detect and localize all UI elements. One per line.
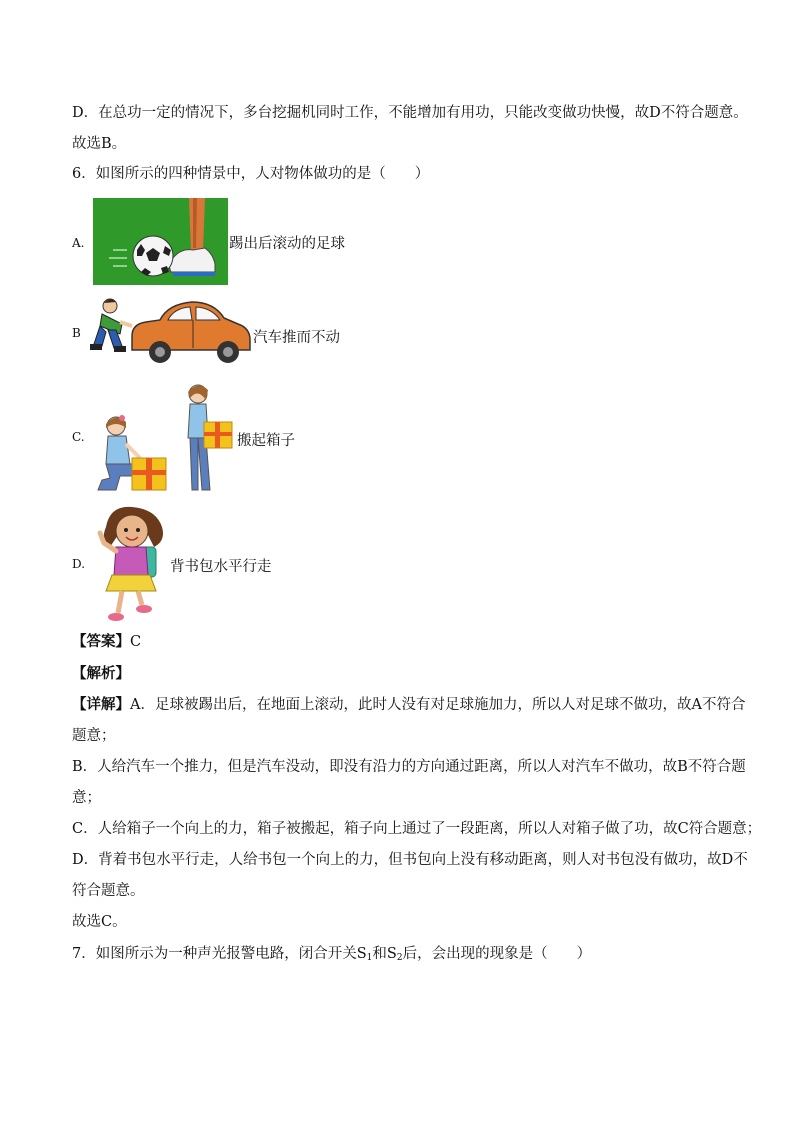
q7-part-2: 和S	[372, 946, 397, 962]
option-a-caption: 踢出后滚动的足球	[229, 236, 345, 252]
detail-a-line-2: 题意；	[72, 728, 116, 744]
detail-d-line-1: D．背着书包水平行走，人给书包一个向上的力，但书包向上没有移动距离，则人对书包没有做功，故D不	[72, 852, 748, 868]
option-d-explanation-q5: D．在总功一定的情况下，多台挖掘机同时工作，不能增加有用功，只能改变做功快慢，故D不符合题意。	[72, 105, 748, 121]
q7-part-1: 7．如图所示为一种声光报警电路，闭合开关S	[72, 946, 367, 962]
soccer-kick-image	[93, 198, 228, 285]
answer-tag: 【答案】	[72, 633, 130, 650]
q7-s1-subscript: 1	[366, 953, 373, 963]
detail-d-line-2: 符合题意。	[72, 883, 145, 899]
detail-tag: 【详解】	[72, 696, 130, 713]
detail-c-line-1: C．人给箱子一个向上的力，箱子被搬起，箱子向上通过了一段距离，所以人对箱子做了功，故C符合题意；	[72, 821, 762, 837]
q7-part-3: 后，会出现的现象是（ ）	[402, 946, 592, 962]
lift-box-image	[92, 380, 240, 495]
answer-value: C	[130, 634, 142, 650]
option-c-caption: 搬起箱子	[237, 433, 295, 449]
option-a-letter: A.	[72, 236, 85, 250]
conclusion-line: 故选C。	[72, 914, 127, 930]
detail-b-line-1: B．人给汽车一个推力，但是汽车没动，即没有沿力的方向通过距离，所以人对汽车不做功，故B不符合题	[72, 759, 746, 775]
question-7-stem	[72, 944, 591, 968]
option-b-caption: 汽车推而不动	[253, 330, 340, 346]
option-d-caption: 背书包水平行走	[170, 559, 272, 575]
push-car-image	[88, 296, 253, 368]
choose-b-q5: 故选B。	[72, 136, 127, 152]
girl-backpack-image	[96, 505, 168, 625]
question-6-stem: 6．如图所示的四种情景中，人对物体做功的是（ ）	[72, 166, 430, 182]
detail-a-line-1	[72, 695, 745, 715]
q7-s2-subscript: 2	[396, 953, 403, 963]
analysis-tag: 【解析】	[72, 665, 130, 682]
detail-b-line-2: 意；	[72, 790, 101, 806]
option-b-letter: B	[72, 326, 81, 340]
option-c-letter: C.	[72, 430, 85, 444]
detail-a-text: A．足球被踢出后，在地面上滚动，此时人没有对足球施加力，所以人对足球不做功，故A不符合	[130, 697, 746, 713]
answer-line	[72, 632, 141, 652]
option-d-letter: D.	[72, 557, 86, 571]
